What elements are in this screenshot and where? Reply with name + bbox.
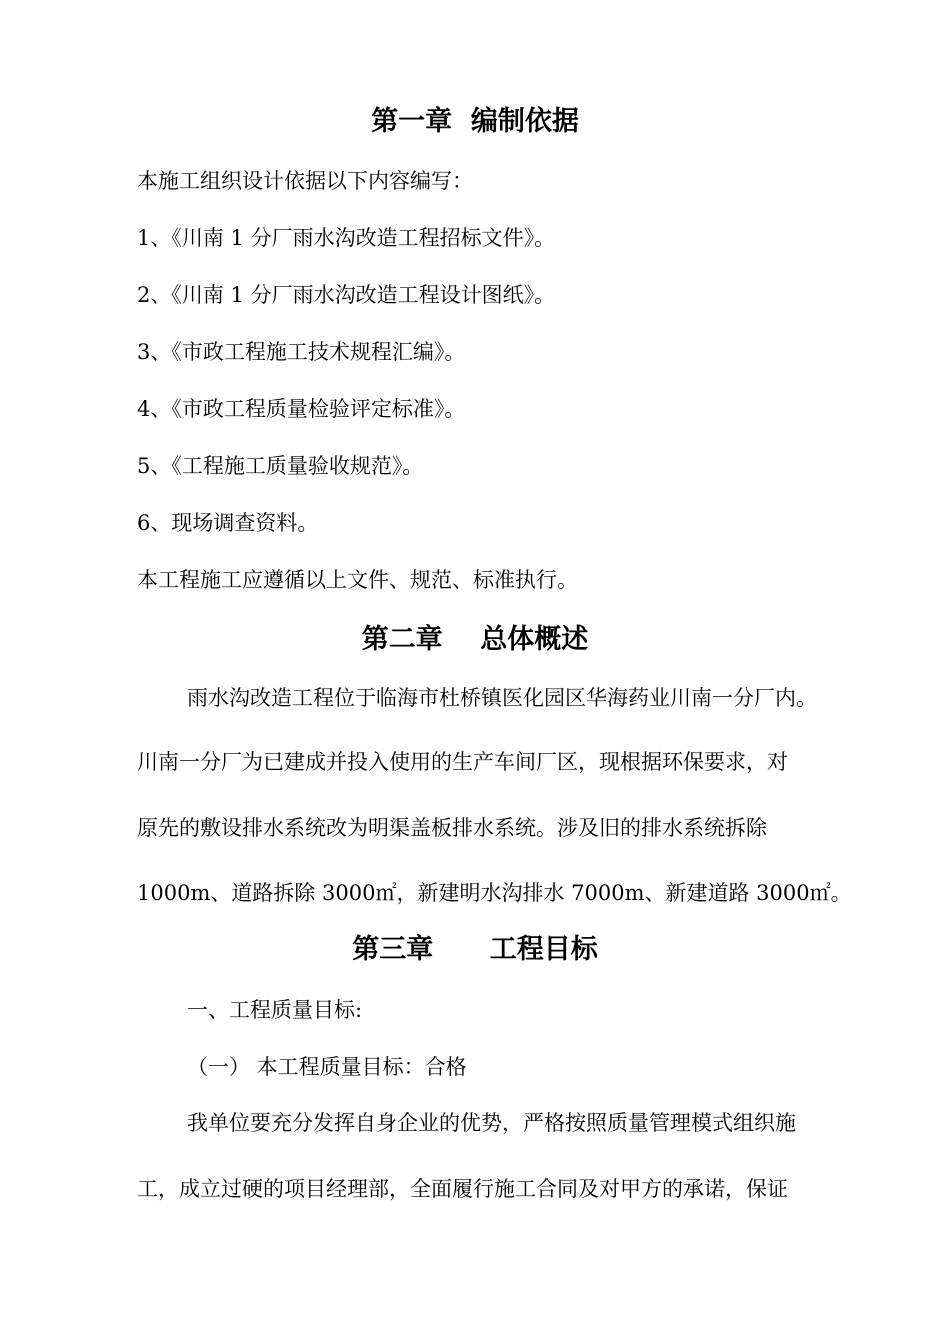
reference-item-5: 5、《工程施工质量验收规范》。 <box>137 454 424 478</box>
chapter-3-title: 第三章 工程目标 <box>352 934 598 965</box>
chapter-2-title: 第二章 总体概述 <box>361 624 589 655</box>
reference-item-3: 3、《市政工程施工技术规程汇编》。 <box>137 340 466 364</box>
reference-item-2: 2、《川南 1 分厂雨水沟改造工程设计图纸》。 <box>137 283 556 307</box>
quality-goal-subheading: （一） 本工程质量目标：合格 <box>187 1055 467 1079</box>
goal-line-2: 工，成立过硬的项目经理部，全面履行施工合同及对甲方的承诺，保证 <box>137 1177 788 1201</box>
quality-goal-heading: 一、工程质量目标: <box>187 998 363 1022</box>
chapter-1-intro: 本施工组织设计依据以下内容编写： <box>137 169 473 193</box>
reference-item-6: 6、现场调查资料。 <box>137 511 319 535</box>
goal-line-1: 我单位要充分发挥自身企业的优势，严格按照质量管理模式组织施 <box>187 1111 796 1135</box>
overview-line-2: 川南一分厂为已建成并投入使用的生产车间厂区，现根据环保要求，对 <box>137 750 788 774</box>
reference-item-4: 4、《市政工程质量检验评定标准》。 <box>137 397 466 421</box>
reference-item-1: 1、《川南 1 分厂雨水沟改造工程招标文件》。 <box>137 226 556 250</box>
chapter-1-title: 第一章 编制依据 <box>371 106 579 137</box>
overview-line-3: 原先的敷设排水系统改为明渠盖板排水系统。涉及旧的排水系统拆除 <box>137 816 767 840</box>
overview-line-1: 雨水沟改造工程位于临海市杜桥镇医化园区华海药业川南一分厂内。 <box>187 686 817 710</box>
chapter-1-closing: 本工程施工应遵循以上文件、规范、标准执行。 <box>137 568 578 592</box>
overview-line-4: 1000m、道路拆除 3000㎡，新建明水沟排水 7000m、新建道路 3000㎡。 <box>137 881 852 905</box>
